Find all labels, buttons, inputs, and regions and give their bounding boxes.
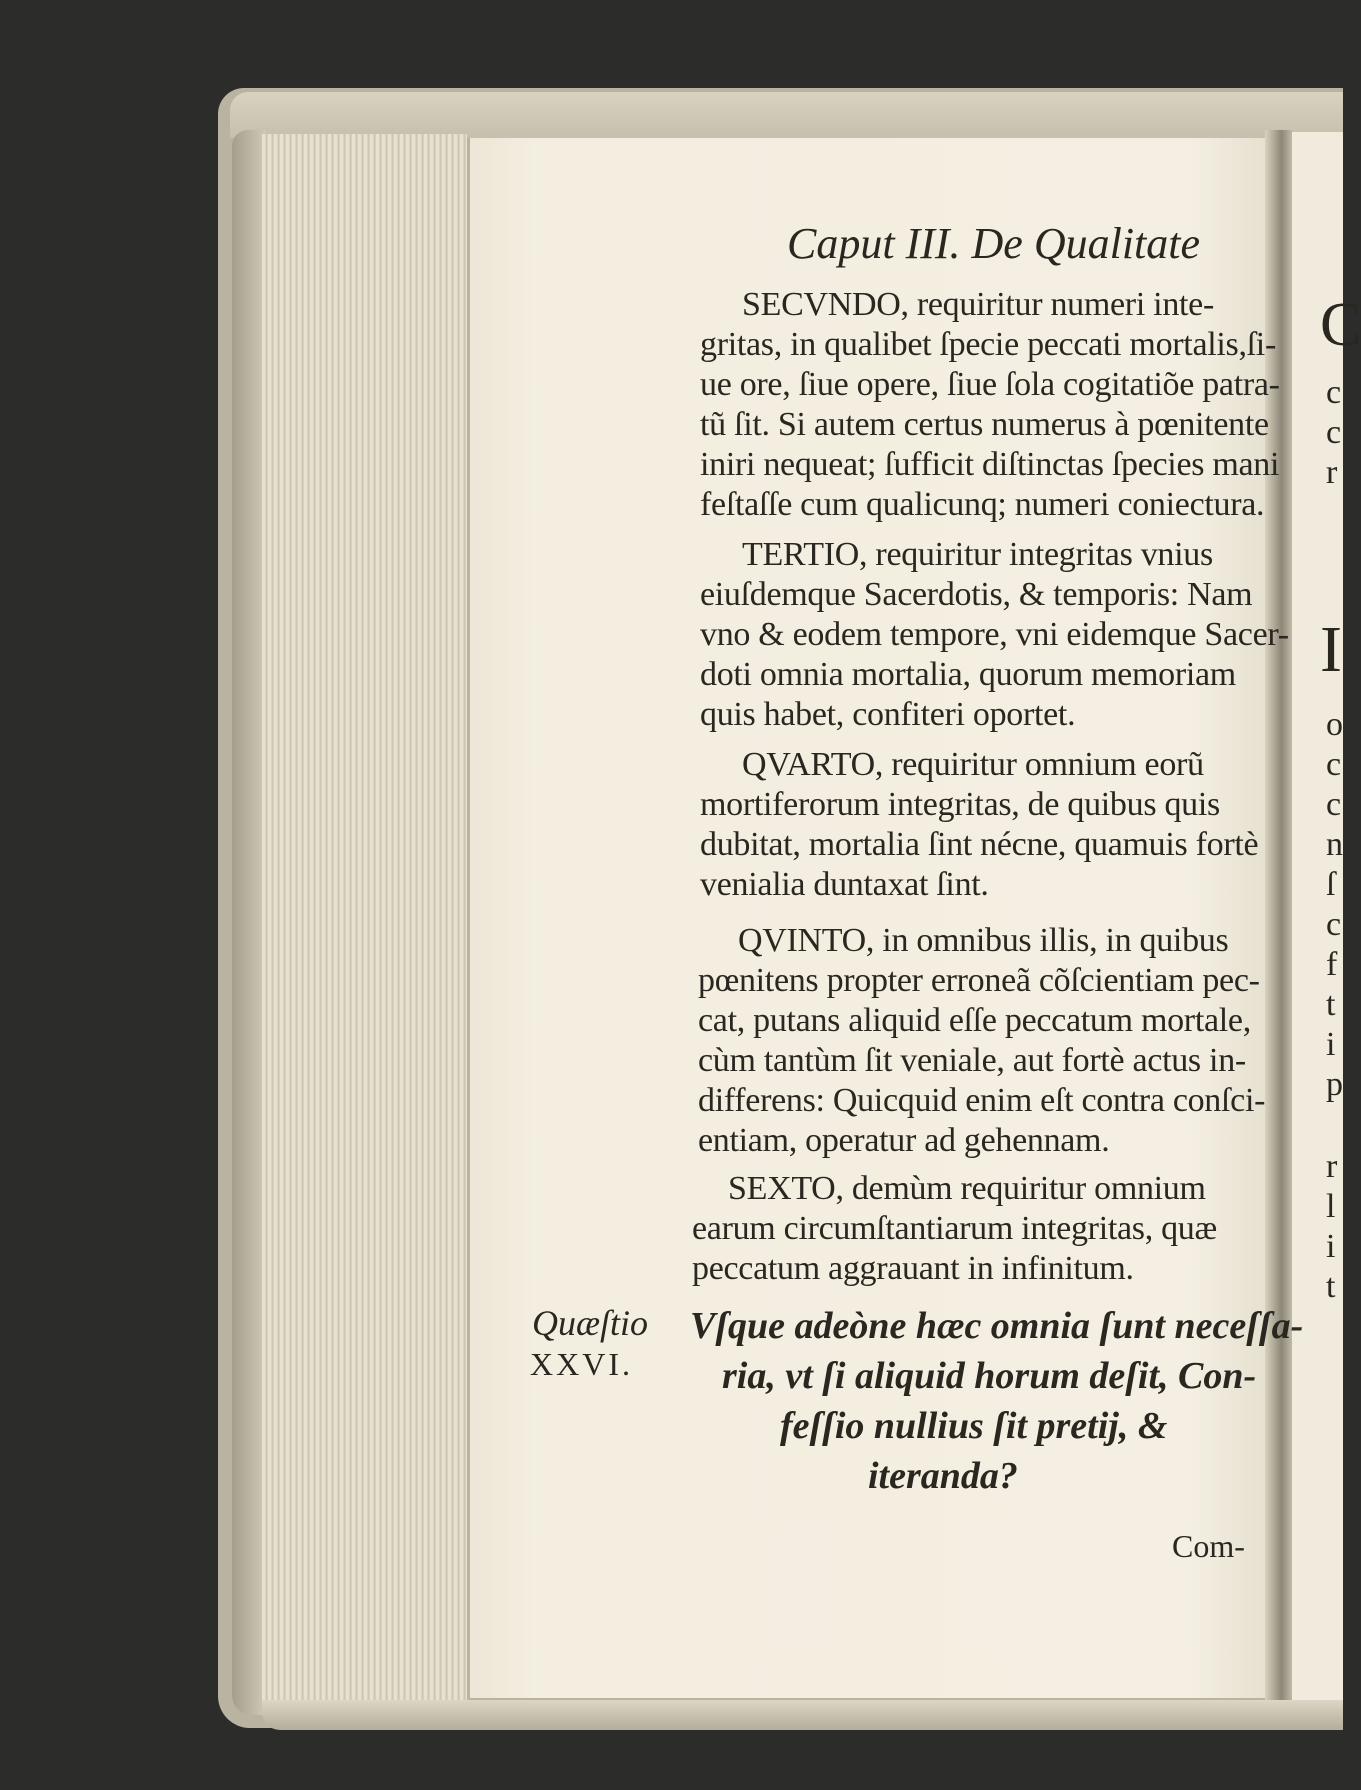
quinto-line-4: cùm tantùm ſit veniale, aut fortè actus in- bbox=[698, 1042, 1246, 1079]
sexto-line-2: earum circumſtantiarum integritas, quæ bbox=[692, 1210, 1217, 1247]
right-page-fragment: c bbox=[1326, 746, 1342, 783]
catchword: Com- bbox=[1172, 1528, 1245, 1564]
book-top-edge bbox=[230, 92, 1343, 138]
right-page-fragment: o bbox=[1326, 706, 1343, 743]
right-page-fragment: ſ bbox=[1326, 866, 1336, 903]
quinto-line-1: QVINTO, in omnibus illis, in quibus bbox=[738, 922, 1229, 959]
question-line-4: iteranda? bbox=[868, 1455, 1018, 1497]
running-head: Caput III. De Qualitate bbox=[787, 219, 1201, 268]
quinto-line-6: entiam, operatur ad gehennam. bbox=[698, 1122, 1110, 1159]
tertio-line-2: eiuſdemque Sacerdotis, & temporis: Nam bbox=[700, 576, 1253, 613]
right-page-fragment: r bbox=[1326, 454, 1338, 491]
right-page-fragment: f bbox=[1326, 946, 1338, 983]
secundo-line-5: iniri nequeat; ſufficit diſtinctas ſpecies mani bbox=[700, 446, 1280, 483]
quarto-line-2: mortiferorum integritas, de quibus quis bbox=[700, 786, 1220, 823]
tertio-line-3: vno & eodem tempore, vni eidemque Sacer- bbox=[700, 616, 1289, 653]
right-page-fragment: c bbox=[1326, 414, 1342, 451]
right-page-fragment: I bbox=[1320, 613, 1342, 686]
quarto-line-4: venialia duntaxat ſint. bbox=[700, 866, 989, 903]
right-page-fragment: t bbox=[1326, 986, 1336, 1023]
quinto-line-5: differens: Quicquid enim eſt contra conſci- bbox=[698, 1082, 1266, 1119]
right-page-fragment: r bbox=[1326, 1148, 1338, 1185]
secundo-line-3: ue ore, ſiue opere, ſiue ſola cogitatiõe patra- bbox=[700, 366, 1280, 403]
question-line-1: Vſque adeòne hæc omnia ſunt neceſſa- bbox=[690, 1305, 1304, 1347]
marginal-note-number: XXVI. bbox=[530, 1346, 633, 1382]
right-page-fragment: c bbox=[1326, 374, 1342, 411]
right-page-fragment: C bbox=[1320, 291, 1361, 359]
quinto-line-2: pœnitens propter erroneã cõſcientiam pec- bbox=[698, 962, 1260, 999]
right-page-fragment: t bbox=[1326, 1268, 1336, 1305]
right-page-fragment: i bbox=[1326, 1228, 1336, 1265]
tertio-line-5: quis habet, confiteri oportet. bbox=[700, 696, 1076, 733]
question-line-2: ria, vt ſi aliquid horum deſit, Con- bbox=[722, 1355, 1257, 1397]
sexto-line-3: peccatum aggrauant in infinitum. bbox=[692, 1250, 1134, 1287]
quarto-line-1: QVARTO, requiritur omnium eorũ bbox=[742, 746, 1204, 783]
page-block-edge bbox=[262, 134, 467, 1712]
right-page-fragment: l bbox=[1326, 1188, 1336, 1225]
secundo-line-6: feſtaſſe cum qualicunq; numeri coniectura. bbox=[700, 486, 1265, 523]
right-page-fragment: c bbox=[1326, 786, 1342, 823]
tertio-line-4: doti omnia mortalia, quorum memoriam bbox=[700, 656, 1236, 693]
right-page-fragment: c bbox=[1326, 906, 1342, 943]
right-page-fragment: p bbox=[1326, 1066, 1343, 1103]
secundo-line-1: SECVNDO, requiritur numeri inte- bbox=[742, 286, 1214, 323]
question-line-3: feſſio nullius ſit pretij, & bbox=[780, 1405, 1168, 1447]
marginal-note-quaestio: Quæſtio bbox=[532, 1303, 649, 1343]
book-bottom-edge bbox=[262, 1700, 1343, 1730]
tertio-line-1: TERTIO, requiritur integritas vnius bbox=[742, 536, 1213, 573]
book-spine-edge bbox=[232, 130, 266, 1715]
secundo-line-4: tũ ſit. Si autem certus numerus à pœnitente bbox=[700, 406, 1269, 443]
right-page-fragment: n bbox=[1326, 826, 1343, 863]
right-page-fragment: i bbox=[1326, 1026, 1336, 1063]
quarto-line-3: dubitat, mortalia ſint nécne, quamuis fortè bbox=[700, 826, 1259, 863]
quinto-line-3: cat, putans aliquid eſſe peccatum mortale, bbox=[698, 1002, 1251, 1039]
secundo-line-2: gritas, in qualibet ſpecie peccati mortalis,ſi- bbox=[700, 326, 1276, 363]
sexto-line-1: SEXTO, demùm requiritur omnium bbox=[728, 1170, 1206, 1207]
